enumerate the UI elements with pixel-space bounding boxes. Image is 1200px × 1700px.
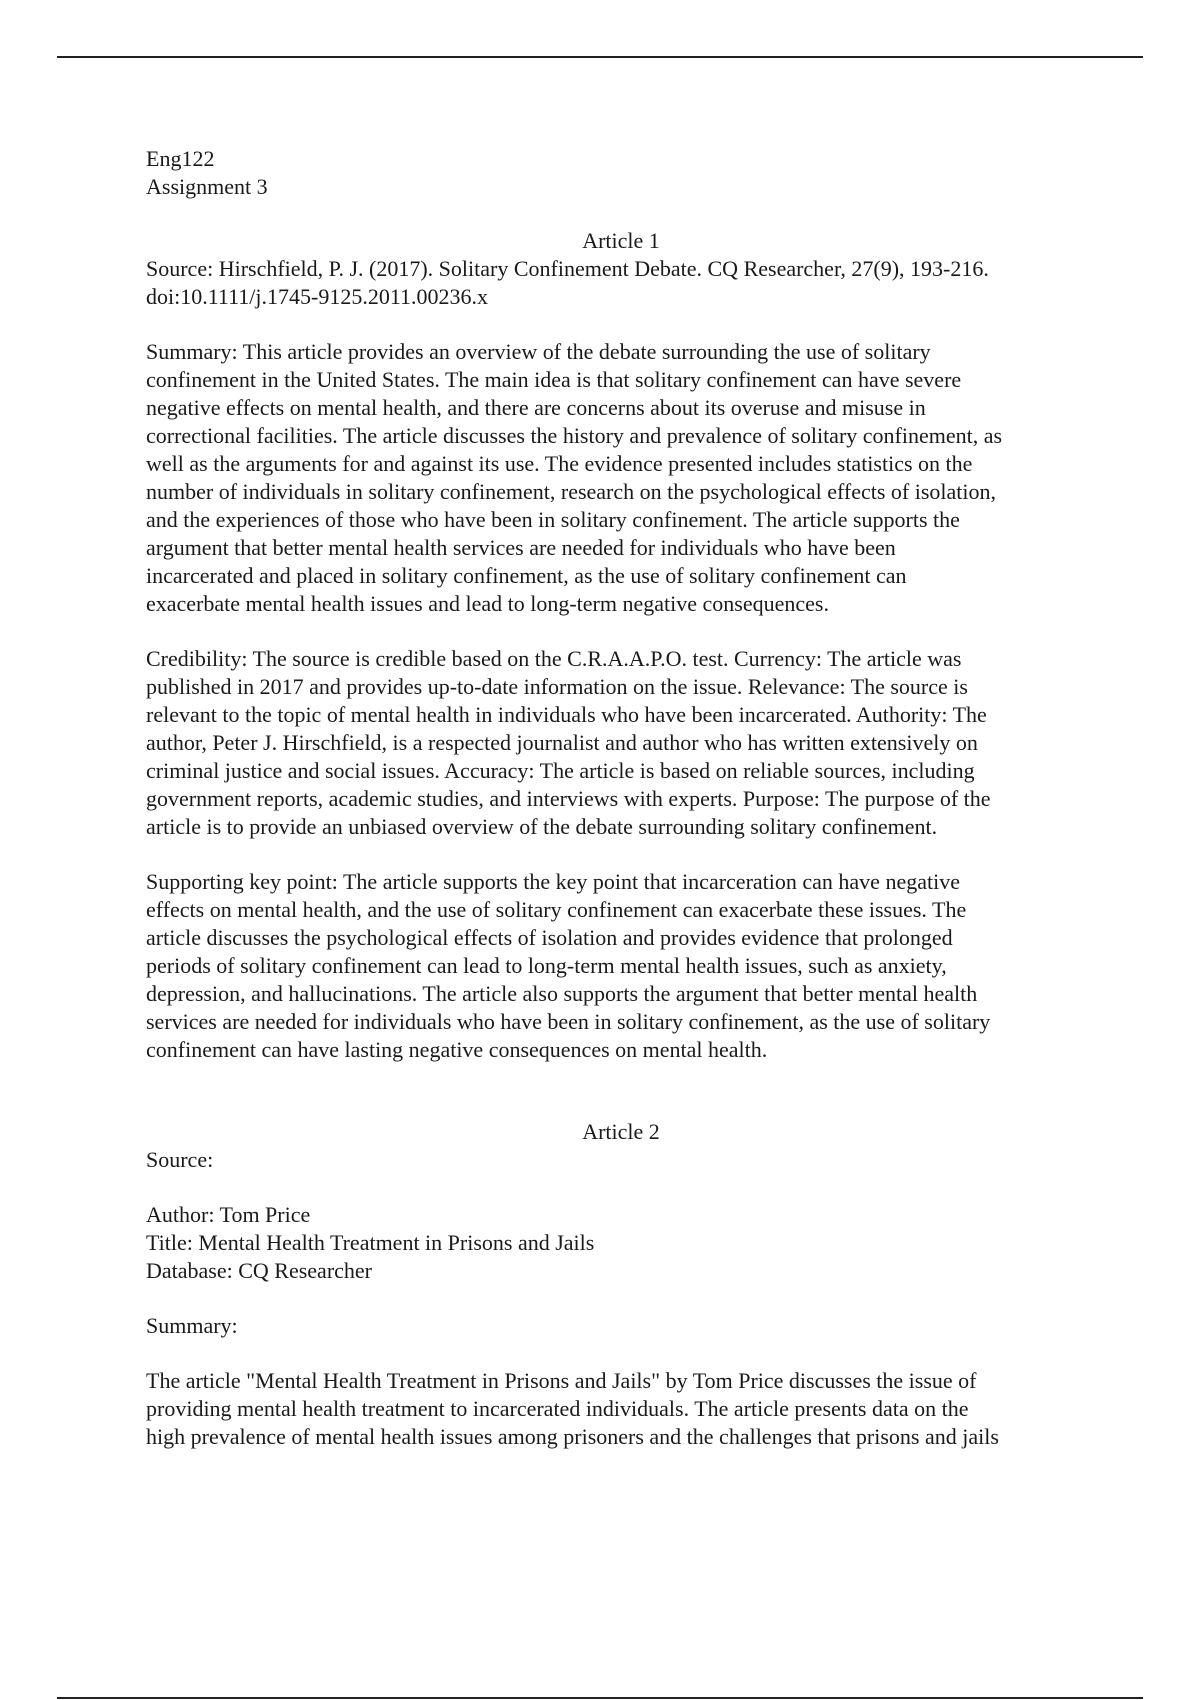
article-1-summary [146, 338, 1096, 618]
top-rule [57, 56, 1143, 58]
key-point-line: services are needed for individuals who have been in solitary confinement, as the use of solitary [146, 1009, 991, 1034]
article-2-summary [146, 1367, 1096, 1451]
key-point-line: periods of solitary confinement can lead to long-term mental health issues, such as anxiety, [146, 953, 947, 978]
credibility-line: criminal justice and social issues. Accuracy: The article is based on reliable sources, including [146, 758, 975, 783]
article-2-source-label: Source: [146, 1147, 214, 1172]
summary-line: exacerbate mental health issues and lead to long-term negative consequences. [146, 591, 829, 616]
credibility-line: relevant to the topic of mental health in individuals who have been incarcerated. Authority: The [146, 702, 987, 727]
article-2-title: Title: Mental Health Treatment in Prisons and Jails [146, 1230, 595, 1255]
document-page [146, 145, 1096, 1451]
summary-line: number of individuals in solitary confinement, research on the psychological effects of isolation, [146, 479, 997, 504]
summary-line: confinement in the United States. The main idea is that solitary confinement can have severe [146, 367, 962, 392]
article-2-database: Database: CQ Researcher [146, 1258, 373, 1283]
key-point-line: confinement can have lasting negative consequences on mental health. [146, 1037, 768, 1062]
article-2-author: Author: Tom Price [146, 1202, 311, 1227]
article-1-doi: doi:10.1111/j.1745-9125.2011.00236.x [146, 284, 489, 309]
bottom-rule [57, 1697, 1143, 1699]
course-code: Eng122 [146, 146, 215, 171]
article-1-credibility [146, 645, 1096, 841]
assignment-title: Assignment 3 [146, 174, 268, 199]
key-point-line: effects on mental health, and the use of solitary confinement can exacerbate these issues. The [146, 897, 967, 922]
summary-line: high prevalence of mental health issues among prisoners and the challenges that prisons and jails [146, 1424, 999, 1449]
summary-line: argument that better mental health services are needed for individuals who have been [146, 535, 896, 560]
summary-line: negative effects on mental health, and there are concerns about its overuse and misuse in [146, 395, 926, 420]
key-point-line: article discusses the psychological effects of isolation and provides evidence that prolonged [146, 925, 953, 950]
credibility-line: Credibility: The source is credible based on the C.R.A.A.P.O. test. Currency: The article was [146, 646, 962, 671]
key-point-line: depression, and hallucinations. The article also supports the argument that better mental health [146, 981, 978, 1006]
credibility-line: author, Peter J. Hirschfield, is a respected journalist and author who has written extensively on [146, 730, 978, 755]
summary-line: well as the arguments for and against its use. The evidence presented includes statistics on the [146, 451, 973, 476]
summary-line: correctional facilities. The article discusses the history and prevalence of solitary confinement, as [146, 423, 1003, 448]
article-1-heading: Article 1 [582, 228, 660, 253]
article-1-key-point [146, 868, 1096, 1064]
credibility-line: government reports, academic studies, and interviews with experts. Purpose: The purpose of the [146, 786, 991, 811]
key-point-line: Supporting key point: The article supports the key point that incarceration can have negative [146, 869, 960, 894]
summary-line: Summary: This article provides an overview of the debate surrounding the use of solitary [146, 339, 931, 364]
summary-line: incarcerated and placed in solitary confinement, as the use of solitary confinement can [146, 563, 907, 588]
credibility-line: published in 2017 and provides up-to-date information on the issue. Relevance: The source is [146, 674, 968, 699]
summary-line: The article "Mental Health Treatment in Prisons and Jails" by Tom Price discusses the issue of [146, 1368, 977, 1393]
article-2-heading: Article 2 [582, 1119, 660, 1144]
article-1-source: Source: Hirschfield, P. J. (2017). Solitary Confinement Debate. CQ Researcher, 27(9), 193-216. [146, 256, 989, 281]
summary-line: and the experiences of those who have been in solitary confinement. The article supports the [146, 507, 960, 532]
article-2-summary-label: Summary: [146, 1313, 238, 1338]
credibility-line: article is to provide an unbiased overview of the debate surrounding solitary confinement. [146, 814, 938, 839]
summary-line: providing mental health treatment to incarcerated individuals. The article presents data on the [146, 1396, 969, 1421]
